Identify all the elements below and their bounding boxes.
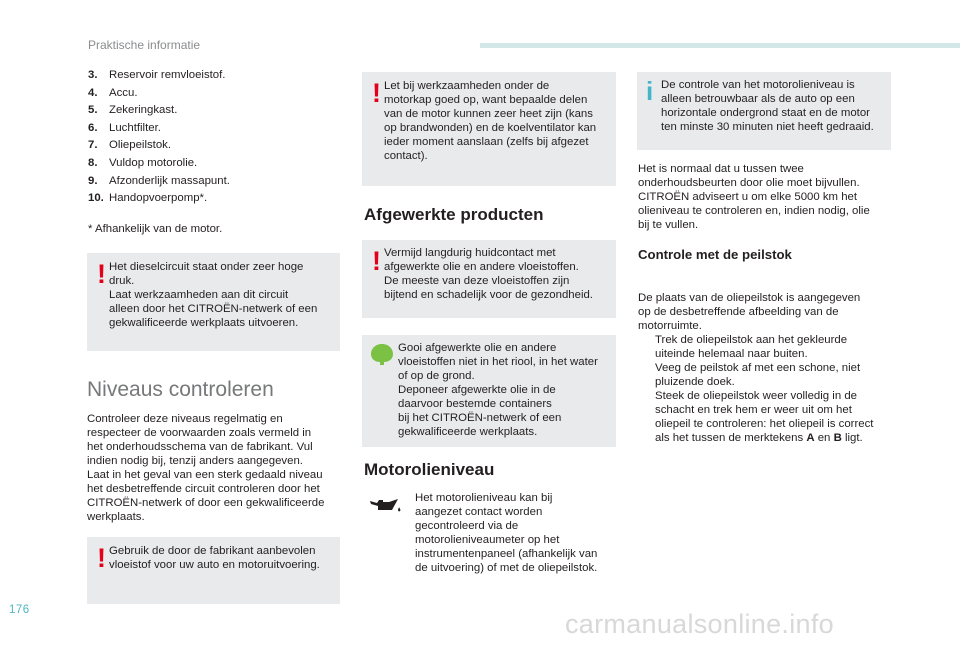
- text-line: afgewerkte olie en andere vloeistoffen.: [384, 261, 579, 273]
- text-line: de uitvoering) of met de oliepeilstok.: [415, 562, 598, 574]
- list-item: [88, 121, 230, 139]
- text-line: pluizende doek.: [655, 376, 735, 388]
- text-line: CITROËN-netwerk of door een gekwalificeerde: [87, 497, 325, 509]
- section-title-oil-level: Motorolieniveau: [364, 460, 495, 479]
- text-line: indien nodig bij, tenzij anders aangegeven.: [87, 455, 303, 467]
- list-label: Zekeringkast.: [109, 104, 178, 117]
- text-line: daarvoor bestemde containers: [398, 398, 552, 410]
- oil-level-text: [415, 491, 597, 575]
- list-number: 6.: [88, 121, 98, 134]
- text-line: vloeistof voor uw auto en motoruitvoering.: [109, 559, 320, 571]
- text-line: Steek de oliepeilstok weer volledig in de: [655, 390, 857, 402]
- eco-text: [398, 341, 598, 439]
- eco-box: [362, 335, 616, 447]
- text-line: op brandwonden) en de koelventilator kan: [384, 122, 597, 134]
- text-line: op de desbetreffende afbeelding van de: [638, 306, 839, 318]
- text-line: het onderhoudsschema van de fabrikant. Vul: [87, 441, 313, 453]
- info-box: [637, 72, 891, 150]
- list-item: [88, 191, 230, 209]
- section-title-waste: Afgewerkte producten: [364, 205, 544, 224]
- exclamation-icon: !: [372, 78, 381, 108]
- list-number: 3.: [88, 69, 98, 81]
- list-label: Oliepeilstok.: [109, 139, 172, 152]
- list-number: 9.: [88, 174, 98, 187]
- list-item: [638, 389, 873, 445]
- text-line: contact).: [384, 150, 428, 162]
- text-line: CITROËN adviseert u om elke 5000 km het: [638, 191, 858, 203]
- mark-b: B: [833, 432, 842, 444]
- text-line: het desbetreffende circuit controleren door het: [87, 483, 320, 495]
- list-number: 7.: [88, 139, 98, 152]
- mark-a: A: [806, 432, 815, 444]
- text-line: aangezet contact worden: [415, 506, 543, 518]
- watermark[interactable]: carmanualsonline.info: [565, 609, 834, 639]
- text-line: [655, 431, 873, 445]
- list-item: [638, 361, 873, 389]
- text-line: schacht en trek hem er weer uit om het: [655, 404, 852, 416]
- section-body: [87, 412, 337, 524]
- text-line: Laat werkzaamheden aan dit circuit: [109, 289, 289, 301]
- list-number: 4.: [88, 86, 98, 99]
- list-item: [88, 174, 230, 192]
- footnote: * Afhankelijk van de motor.: [88, 223, 223, 235]
- text-line: of op de grond.: [398, 370, 475, 382]
- warning-text: [109, 544, 320, 572]
- text-line: werkplaats.: [87, 511, 145, 523]
- step-list: [638, 333, 873, 445]
- text-line: motorolieniveaumeter op het: [415, 534, 560, 546]
- text-line: Veeg de peilstok af met een schone, niet: [655, 362, 861, 374]
- text-line: Controleer deze niveaus regelmatig en: [87, 413, 283, 425]
- text-line: horizontale ondergrond staat en de motor: [661, 107, 870, 119]
- oil-can-icon: [368, 497, 402, 519]
- list-item: [638, 333, 873, 361]
- text-line: De controle van het motorolieniveau is: [661, 79, 855, 91]
- list-label: Vuldop motorolie.: [109, 156, 198, 169]
- list-number: 10.: [88, 192, 104, 205]
- text-line: druk.: [109, 275, 135, 287]
- text-line: respecteer de voorwaarden zoals vermeld in: [87, 427, 312, 439]
- warning-box-diesel: [87, 253, 340, 351]
- text-line: uiteinde helemaal naar buiten.: [655, 348, 808, 360]
- warning-text: [109, 260, 317, 330]
- text-line: bijtend en schadelijk voor de gezondheid.: [384, 289, 593, 301]
- subsection-title-dipstick: Controle met de peilstok: [638, 247, 792, 262]
- text-line: Het motorolieniveau kan bij: [415, 492, 553, 504]
- text-line: alleen betrouwbaar als de auto op een: [661, 93, 855, 105]
- text-line: oliepeil te controleren: het oliepeil is correct: [655, 418, 874, 430]
- text-line: bij het CITROËN-netwerk of een: [398, 412, 562, 424]
- page-number: 176: [9, 604, 30, 616]
- text-line: Gooi afgewerkte olie en andere: [398, 342, 557, 354]
- text-line: Trek de oliepeilstok aan het gekleurde: [655, 334, 848, 346]
- text-line: De meeste van deze vloeistoffen zijn: [384, 275, 570, 287]
- list-number: 8.: [88, 156, 98, 169]
- text-fragment: als het tussen de merktekens: [655, 432, 807, 444]
- list-label: Handopvoerpomp*.: [109, 192, 208, 205]
- list-label: Accu.: [109, 86, 138, 99]
- list-item: [88, 103, 230, 121]
- text-line: gecontroleerd via de: [415, 520, 519, 532]
- text-line: onderhoudsbeurten door olie moet bijvullen.: [638, 177, 860, 189]
- text-line: van de motor kunnen zeer heet zijn (kans: [384, 108, 593, 120]
- list-item: [88, 138, 230, 156]
- warning-box-heat: [362, 72, 616, 186]
- text-line: alleen door het CITROËN-netwerk of een: [109, 303, 318, 315]
- list-item: [88, 156, 230, 174]
- exclamation-icon: !: [372, 246, 381, 276]
- text-line: Deponeer afgewerkte olie in de: [398, 384, 556, 396]
- component-list: [88, 68, 230, 209]
- warning-text: [384, 246, 593, 302]
- exclamation-icon: !: [97, 543, 106, 573]
- dipstick-instructions: [638, 291, 873, 445]
- section-title-levels: Niveaus controleren: [87, 378, 274, 401]
- text-fragment: ligt.: [841, 432, 863, 444]
- list-number: 5.: [88, 104, 98, 117]
- text-line: De plaats van de oliepeilstok is aangegeven: [638, 292, 861, 304]
- text-line: ieder moment aanslaan (zelfs bij afgezet: [384, 136, 589, 148]
- text-line: motorruimte.: [638, 320, 702, 332]
- text-line: olieniveau te controleren en, indien nodig, olie: [638, 205, 870, 217]
- leaf-icon: [369, 342, 395, 370]
- refill-paragraph: [638, 162, 870, 232]
- warning-box-fluid: [87, 537, 340, 604]
- list-label: Afzonderlijk massapunt.: [109, 174, 230, 187]
- list-item: [88, 68, 230, 86]
- warning-text: [384, 79, 596, 163]
- text-line: Let bij werkzaamheden onder de: [384, 80, 550, 92]
- exclamation-icon: !: [97, 259, 106, 289]
- text-line: Het is normaal dat u tussen twee: [638, 163, 804, 175]
- text-line: bij te vullen.: [638, 219, 699, 231]
- list-item: [88, 86, 230, 104]
- header-title: Praktische informatie: [88, 38, 201, 52]
- text-line: motorkap goed op, want bepaalde delen: [384, 94, 588, 106]
- info-text: [661, 78, 874, 134]
- text-fragment: en: [814, 432, 834, 444]
- text-line: Gebruik de door de fabrikant aanbevolen: [109, 545, 316, 557]
- info-icon: i: [646, 76, 654, 106]
- header-rule: [480, 43, 960, 48]
- text-line: gekwalificeerde werkplaats.: [398, 426, 538, 438]
- list-label: Reservoir remvloeistof.: [109, 69, 226, 81]
- list-label: Luchtfilter.: [109, 121, 161, 134]
- warning-box-skin: [362, 240, 616, 318]
- text-line: Het dieselcircuit staat onder zeer hoge: [109, 261, 304, 273]
- text-line: vloeistoffen niet in het riool, in het water: [398, 356, 598, 368]
- text-line: ten minste 30 minuten niet heeft gedraaid.: [661, 121, 874, 133]
- text-line: gekwalificeerde werkplaats uitvoeren.: [109, 317, 299, 329]
- text-line: Laat in het geval van een sterk gedaald niveau: [87, 469, 323, 481]
- text-line: Vermijd langdurig huidcontact met: [384, 247, 556, 259]
- text-line: instrumentenpaneel (afhankelijk van: [415, 548, 598, 560]
